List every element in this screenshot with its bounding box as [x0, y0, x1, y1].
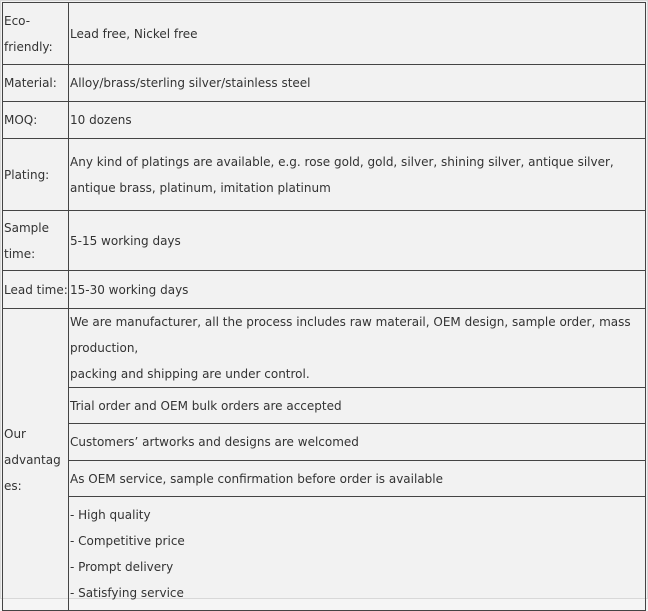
bullet-prompt-delivery: - Prompt delivery	[70, 559, 174, 574]
label-sample-line-2: time:	[4, 246, 36, 261]
bullet-high-quality: - High quality	[70, 507, 151, 522]
product-spec-table	[2, 2, 646, 611]
label-lead-time: Lead time:	[3, 271, 69, 309]
value-moq: 10 dozens	[69, 102, 646, 139]
value-advantage-bullets	[69, 497, 646, 611]
label-eco-line-1: Eco-	[4, 13, 31, 28]
table-row-material	[3, 65, 646, 102]
advantage-manufacturer-line-2: packing and shipping are under control.	[70, 367, 310, 381]
label-advantages-line-1: Our	[4, 426, 26, 441]
value-advantage-trial-order: Trial order and OEM bulk orders are accepted	[69, 388, 646, 424]
value-plating-line-2: antique brass, platinum, imitation platinum	[70, 180, 331, 195]
value-advantage-oem-service: As OEM service, sample confirmation before order is available	[69, 461, 646, 497]
value-advantage-artworks: Customers’ artworks and designs are welcomed	[69, 424, 646, 461]
bullet-satisfying-service: - Satisfying service	[70, 585, 184, 600]
table-row-plating	[3, 139, 646, 211]
value-advantage-manufacturer	[69, 309, 646, 388]
table-row-eco-friendly	[3, 3, 646, 65]
label-eco-friendly	[3, 3, 69, 65]
value-eco-friendly: Lead free, Nickel free	[69, 3, 646, 65]
table-row-moq	[3, 102, 646, 139]
table-row-advantages-4	[3, 461, 646, 497]
value-plating-line-1: Any kind of platings are available, e.g. rose gold, gold, silver, shining silver, antique silver,	[70, 154, 614, 169]
table-row-advantages-5	[3, 497, 646, 611]
value-sample-time: 5-15 working days	[69, 211, 646, 271]
label-material: Material:	[3, 65, 69, 102]
bullet-competitive-price: - Competitive price	[70, 533, 185, 548]
label-sample-time	[3, 211, 69, 271]
value-lead-time: 15-30 working days	[69, 271, 646, 309]
value-material: Alloy/brass/sterling silver/stainless steel	[69, 65, 646, 102]
table-row-advantages-3	[3, 424, 646, 461]
label-eco-line-2: friendly:	[4, 39, 53, 54]
label-moq: MOQ:	[3, 102, 69, 139]
table-row-advantages-1	[3, 309, 646, 388]
table-row-lead-time	[3, 271, 646, 309]
table-row-advantages-2	[3, 388, 646, 424]
value-plating	[69, 139, 646, 211]
table-row-sample-time	[3, 211, 646, 271]
advantage-manufacturer-line-1: We are manufacturer, all the process includes raw materail, OEM design, sample order, mass production,	[70, 315, 631, 355]
label-advantages-line-2: advantages:	[4, 452, 61, 493]
label-our-advantages	[3, 309, 69, 611]
label-sample-line-1: Sample	[4, 220, 49, 235]
label-plating: Plating:	[3, 139, 69, 211]
